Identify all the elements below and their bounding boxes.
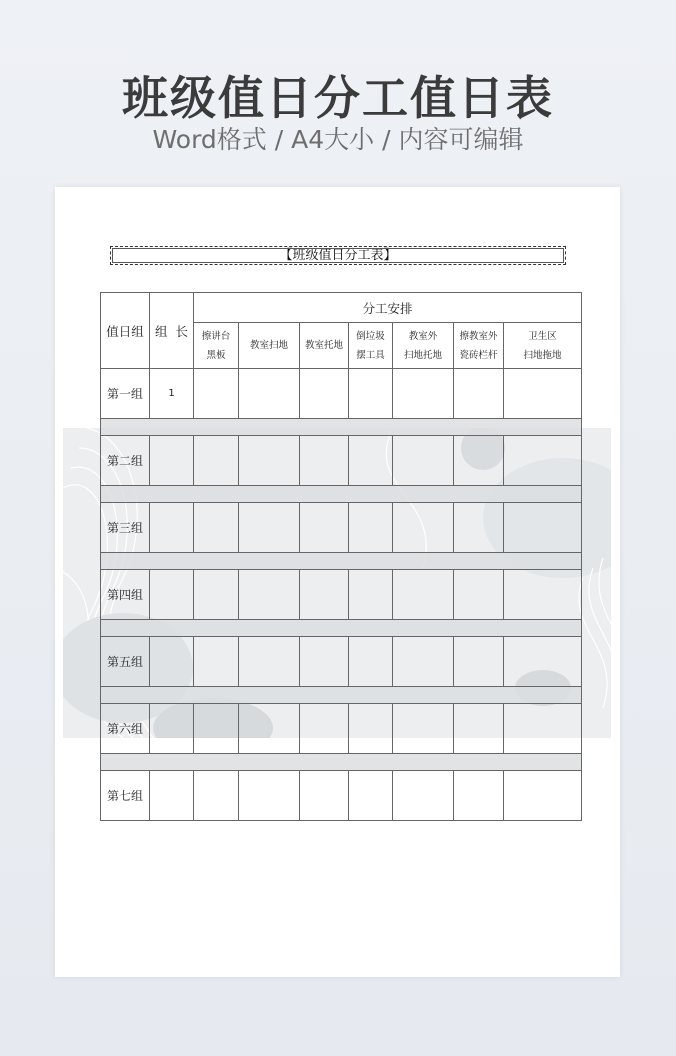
group-name-cell: 第六组	[101, 704, 150, 754]
header-tasks: 分工安排	[194, 293, 582, 323]
duty-cell[interactable]	[504, 436, 582, 486]
duty-cell[interactable]	[349, 503, 393, 553]
duty-cell[interactable]	[393, 503, 454, 553]
duty-cell[interactable]	[239, 570, 300, 620]
duty-cell[interactable]	[239, 503, 300, 553]
task-header-line: 瓷砖栏杆	[459, 349, 498, 361]
leader-cell[interactable]	[150, 704, 194, 754]
task-header-6	[454, 323, 504, 369]
task-header-3	[300, 323, 349, 369]
duty-cell[interactable]	[300, 570, 349, 620]
row-separator	[101, 687, 582, 704]
duty-cell[interactable]	[504, 503, 582, 553]
duty-cell[interactable]	[393, 369, 454, 419]
task-header-line: 教室扫地	[249, 340, 288, 351]
task-header-line: 教室托地	[304, 340, 343, 351]
banner-title: 班级值日分工值日表	[122, 71, 554, 125]
task-header-line: 摆工具	[356, 349, 385, 361]
duty-cell[interactable]	[393, 637, 454, 687]
duty-cell[interactable]	[349, 704, 393, 754]
leader-cell[interactable]	[150, 503, 194, 553]
leader-cell[interactable]	[150, 637, 194, 687]
banner-subtitle: Word格式 / A4大小 / 内容可编辑	[152, 125, 524, 154]
table-row	[101, 637, 582, 687]
row-separator	[101, 486, 582, 503]
duty-cell[interactable]	[454, 436, 504, 486]
document-heading: 【班级值日分工表】	[110, 246, 566, 265]
leader-cell[interactable]	[150, 570, 194, 620]
duty-cell[interactable]	[393, 704, 454, 754]
duty-cell[interactable]	[504, 570, 582, 620]
group-name-cell: 第四组	[101, 570, 150, 620]
task-header-line: 扫地托地	[403, 349, 442, 361]
task-header-line: 擦讲台	[201, 330, 231, 342]
duty-cell[interactable]	[349, 637, 393, 687]
duty-cell[interactable]	[239, 369, 300, 419]
group-name-cell: 第五组	[101, 637, 150, 687]
task-header-1	[194, 323, 239, 369]
duty-cell[interactable]	[300, 771, 349, 821]
duty-cell[interactable]	[504, 369, 582, 419]
duty-cell[interactable]	[504, 637, 582, 687]
header-leader: 组 长	[150, 293, 194, 369]
task-header-line: 擦教室外	[459, 330, 498, 342]
duty-cell[interactable]	[349, 570, 393, 620]
task-header-line: 倒垃圾	[356, 330, 385, 342]
duty-cell[interactable]	[504, 771, 582, 821]
table-row	[101, 570, 582, 620]
task-header-line: 教室外	[408, 330, 438, 342]
table-row	[101, 503, 582, 553]
table-row	[101, 369, 582, 419]
duty-cell[interactable]	[393, 771, 454, 821]
group-name-cell: 第三组	[101, 503, 150, 553]
duty-cell[interactable]	[300, 704, 349, 754]
duty-cell[interactable]	[504, 704, 582, 754]
duty-cell[interactable]	[194, 503, 239, 553]
duty-cell[interactable]	[454, 369, 504, 419]
duty-cell[interactable]	[349, 436, 393, 486]
duty-table	[100, 292, 582, 821]
duty-cell[interactable]	[239, 704, 300, 754]
duty-cell[interactable]	[194, 704, 239, 754]
duty-cell[interactable]	[194, 771, 239, 821]
duty-cell[interactable]	[349, 369, 393, 419]
duty-cell[interactable]	[239, 637, 300, 687]
duty-cell[interactable]	[454, 570, 504, 620]
table-row	[101, 771, 582, 821]
duty-cell[interactable]	[194, 637, 239, 687]
leader-cell[interactable]	[150, 771, 194, 821]
table-row	[101, 704, 582, 754]
table-row	[101, 436, 582, 486]
task-header-5	[393, 323, 454, 369]
task-header-line: 卫生区	[528, 330, 557, 342]
task-header-line: 扫地拖地	[523, 349, 562, 361]
leader-cell[interactable]: 1	[150, 369, 194, 419]
duty-cell[interactable]	[194, 436, 239, 486]
duty-cell[interactable]	[300, 503, 349, 553]
task-header-4	[349, 323, 393, 369]
duty-cell[interactable]	[454, 503, 504, 553]
row-separator	[101, 620, 582, 637]
duty-cell[interactable]	[239, 771, 300, 821]
group-name-cell: 第七组	[101, 771, 150, 821]
leader-cell[interactable]	[150, 436, 194, 486]
duty-cell[interactable]	[349, 771, 393, 821]
duty-cell[interactable]	[454, 771, 504, 821]
row-separator	[101, 553, 582, 570]
duty-cell[interactable]	[300, 436, 349, 486]
header-group: 值日组	[101, 293, 150, 369]
duty-cell[interactable]	[300, 637, 349, 687]
task-header-2	[239, 323, 300, 369]
duty-cell[interactable]	[239, 436, 300, 486]
duty-cell[interactable]	[300, 369, 349, 419]
group-name-cell: 第一组	[101, 369, 150, 419]
duty-cell[interactable]	[393, 570, 454, 620]
group-name-cell: 第二组	[101, 436, 150, 486]
duty-cell[interactable]	[454, 637, 504, 687]
task-header-7	[504, 323, 582, 369]
row-separator	[101, 754, 582, 771]
row-separator	[101, 419, 582, 436]
duty-cell[interactable]	[194, 570, 239, 620]
duty-cell[interactable]	[393, 436, 454, 486]
task-header-line: 黑板	[206, 349, 226, 361]
duty-cell[interactable]	[454, 704, 504, 754]
duty-cell[interactable]	[194, 369, 239, 419]
